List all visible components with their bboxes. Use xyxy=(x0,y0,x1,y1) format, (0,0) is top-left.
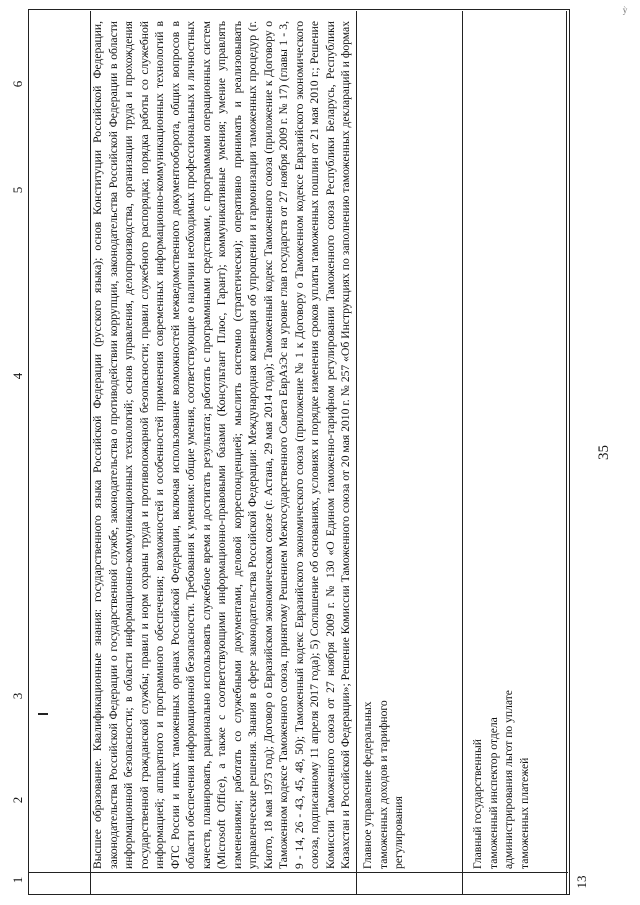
col5-mark xyxy=(38,713,48,715)
cell-requirements xyxy=(90,21,352,869)
column-number-6: 6 xyxy=(10,80,25,88)
column-number-2: 2 xyxy=(10,796,25,804)
separator-col1-col2 xyxy=(566,11,567,895)
row-number-divider xyxy=(28,872,568,873)
separator-col2-col3 xyxy=(462,11,463,895)
page-number: 35 xyxy=(596,445,612,460)
row-number: 13 xyxy=(574,875,589,889)
cell-department xyxy=(360,689,460,869)
column-number-5: 5 xyxy=(10,186,25,194)
position-text: Главный государственный таможенный инспектор отдела администрирования льгот по уплате таможенных платежей xyxy=(471,690,531,869)
column-number-3: 3 xyxy=(10,692,25,700)
separator-col3-col4 xyxy=(356,11,357,895)
cell-position xyxy=(470,689,565,869)
column-number-1: 1 xyxy=(10,876,25,884)
column-number-4: 4 xyxy=(10,372,25,380)
corner-mark: ỳ xyxy=(622,4,628,15)
requirements-text: Высшее образование. Квалификационные знания: государственного языка Российской Федерации (русского языка); основ Конституции Российской Федерации, законодательства Российской Федерации о государственной службе, законодательства о противодействии коррупции, законодательства Российской Федерации в области информационной безопасности; в области информационно-коммуникационных технологий; основ управления, делопроизводства, организации труда и прохождения государственной гражданской службы; правил и норм охраны труда и противопожарной безопасности; правил служебного распорядка; порядка работы со служебной информацией; аппаратного и программного обеспечения; возможностей и особенностей применения современных информационно-коммуникационных технологий в ФТС России и иных таможенных органах Российской Федерации, включая использование возможностей межведомственного документооборота, общих вопросов в области обеспечения информационной безопасности. Требования к умениям: общие умения, соответствующие о наличии необходимых профессиональных и личностных качеств, планировать, рационально использовать служебное время и достигать результата; работать с программными средствами, с программами операционных систем (Microsoft Office), а также с соответствующими информационно-правовыми базами (Консультант Плюс, Гарант); коммуникативные умения; умение управлять изменениями; работать со служебными документами, деловой корреспонденцией; мыслить системно (стратегически); оперативно принимать и реализовывать управленческие решения. Знания в сфере законодательства Российской Федерации: Международная конвенция об упрощении и гармонизации таможенных процедур (г. Киото, 18 мая 1973 год); Договор о Евразийском экономическом союзе (г. Астана, 29 мая 2014 года); Таможенный кодекс Таможенного союза (приложение к Договору о Таможенном кодексе Таможенного союза, принятому Решением Межгосударственного Совета ЕврАзЭс на уровне глав государств от 27 ноября 2009 г. № 17) (главы 1 - 3, 9 - 14, 26 - 43, 45, 48, 50); Таможенный кодекс Евразийского экономического союза (приложение № 1 к Договору о Таможенном кодексе Евразийского экономического союза, подписанному 11 апреля 2017 года); 5) Соглашение об основаниях, условиях и порядке изменения сроков уплаты таможенных пошлин от 21 мая 2010 г.; Решение Комиссии Таможенного союза от 27 ноября 2009 г. № 130 «О Едином таможенно-тарифном регулировании Таможенного союза Республики Беларусь, Республики Казахстан и Российской Федерации»; Решение Комиссии Таможенного союза от 20 мая 2010 г. № 257 «Об Инструкциях по заполнению таможенных деклараций и формах xyxy=(91,21,352,869)
department-text: Главное управление федеральных таможенных доходов и тарифного регулирования xyxy=(361,700,405,869)
